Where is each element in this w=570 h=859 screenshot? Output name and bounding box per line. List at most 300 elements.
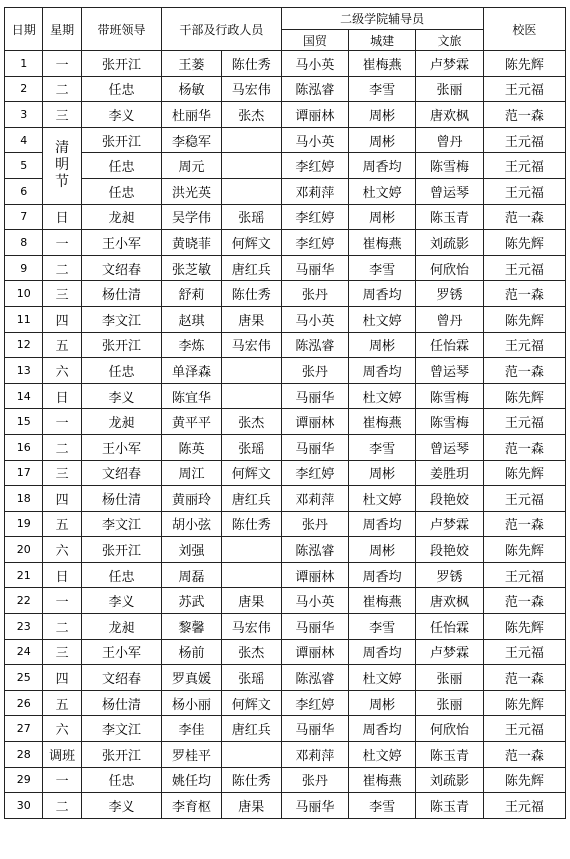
chengjian-counselor-cell: 周香均 xyxy=(349,281,416,307)
leader-cell: 任忠 xyxy=(81,767,161,793)
doctor-cell: 范一森 xyxy=(483,204,565,230)
wenlv-counselor-cell: 罗锈 xyxy=(416,562,483,588)
leader-cell: 文绍春 xyxy=(81,460,161,486)
weekday-cell: 一 xyxy=(43,767,81,793)
weekday-cell: 二 xyxy=(43,614,81,640)
wenlv-counselor-cell: 曾运琴 xyxy=(416,178,483,204)
table-row xyxy=(5,76,566,102)
staff-cell-1: 李稳军 xyxy=(162,127,222,153)
wenlv-counselor-cell: 何欣怡 xyxy=(416,716,483,742)
wenlv-counselor-cell: 刘疏影 xyxy=(416,767,483,793)
chengjian-counselor-cell: 杜文婷 xyxy=(349,178,416,204)
staff-cell-2 xyxy=(221,358,281,384)
chengjian-counselor-cell: 杜文婷 xyxy=(349,742,416,768)
table-row xyxy=(5,434,566,460)
date-cell: 20 xyxy=(5,537,43,563)
chengjian-counselor-cell: 周彬 xyxy=(349,537,416,563)
staff-cell-2 xyxy=(221,562,281,588)
table-row xyxy=(5,767,566,793)
chengjian-counselor-cell: 杜文婷 xyxy=(349,486,416,512)
leader-cell: 李文江 xyxy=(81,306,161,332)
wenlv-counselor-cell: 刘疏影 xyxy=(416,230,483,256)
staff-cell-1: 黎馨 xyxy=(162,614,222,640)
table-row xyxy=(5,460,566,486)
chengjian-counselor-cell: 周香均 xyxy=(349,358,416,384)
doctor-cell: 王元福 xyxy=(483,76,565,102)
staff-cell-2: 唐红兵 xyxy=(221,716,281,742)
staff-cell-2: 张瑶 xyxy=(221,434,281,460)
doctor-cell: 范一森 xyxy=(483,281,565,307)
weekday-cell: 六 xyxy=(43,716,81,742)
table-row xyxy=(5,537,566,563)
wenlv-counselor-cell: 姜胜玥 xyxy=(416,460,483,486)
date-cell: 30 xyxy=(5,793,43,819)
date-cell: 27 xyxy=(5,716,43,742)
wenlv-counselor-cell: 张丽 xyxy=(416,665,483,691)
weekday-cell: 四 xyxy=(43,306,81,332)
guomao-counselor-cell: 陈泓睿 xyxy=(281,76,348,102)
doctor-cell: 范一森 xyxy=(483,665,565,691)
header-guomao: 国贸 xyxy=(281,30,348,51)
table-row xyxy=(5,742,566,768)
guomao-counselor-cell: 张丹 xyxy=(281,281,348,307)
staff-cell-1: 李育枢 xyxy=(162,793,222,819)
guomao-counselor-cell: 邓莉萍 xyxy=(281,486,348,512)
leader-cell: 杨仕清 xyxy=(81,690,161,716)
wenlv-counselor-cell: 陈玉青 xyxy=(416,204,483,230)
table-row xyxy=(5,358,566,384)
wenlv-counselor-cell: 张丽 xyxy=(416,76,483,102)
weekday-cell: 三 xyxy=(43,102,81,128)
leader-cell: 王小军 xyxy=(81,639,161,665)
wenlv-counselor-cell: 曾运琴 xyxy=(416,434,483,460)
date-cell: 28 xyxy=(5,742,43,768)
header-weekday: 星期 xyxy=(43,8,81,51)
date-cell: 9 xyxy=(5,255,43,281)
leader-cell: 张开江 xyxy=(81,742,161,768)
chengjian-counselor-cell: 崔梅燕 xyxy=(349,51,416,77)
wenlv-counselor-cell: 段艳姣 xyxy=(416,486,483,512)
doctor-cell: 王元福 xyxy=(483,153,565,179)
wenlv-counselor-cell: 曾丹 xyxy=(416,127,483,153)
table-row xyxy=(5,178,566,204)
weekday-cell: 日 xyxy=(43,204,81,230)
staff-cell-2: 张杰 xyxy=(221,639,281,665)
table-row xyxy=(5,639,566,665)
date-cell: 18 xyxy=(5,486,43,512)
staff-cell-2: 马宏伟 xyxy=(221,614,281,640)
guomao-counselor-cell: 李红婷 xyxy=(281,204,348,230)
weekday-cell: 一 xyxy=(43,230,81,256)
staff-cell-1: 刘强 xyxy=(162,537,222,563)
chengjian-counselor-cell: 周彬 xyxy=(349,102,416,128)
staff-cell-2: 张杰 xyxy=(221,409,281,435)
wenlv-counselor-cell: 陈雪梅 xyxy=(416,153,483,179)
chengjian-counselor-cell: 周香均 xyxy=(349,639,416,665)
chengjian-counselor-cell: 杜文婷 xyxy=(349,383,416,409)
table-row xyxy=(5,51,566,77)
leader-cell: 任忠 xyxy=(81,76,161,102)
staff-cell-2 xyxy=(221,383,281,409)
guomao-counselor-cell: 马丽华 xyxy=(281,383,348,409)
wenlv-counselor-cell: 张丽 xyxy=(416,690,483,716)
doctor-cell: 陈先辉 xyxy=(483,460,565,486)
weekday-cell: 五 xyxy=(43,511,81,537)
staff-cell-1: 李佳 xyxy=(162,716,222,742)
staff-cell-2: 陈仕秀 xyxy=(221,511,281,537)
guomao-counselor-cell: 马丽华 xyxy=(281,614,348,640)
table-row xyxy=(5,281,566,307)
table-row xyxy=(5,306,566,332)
date-cell: 26 xyxy=(5,690,43,716)
table-body xyxy=(5,51,566,819)
table-row xyxy=(5,562,566,588)
doctor-cell: 王元福 xyxy=(483,127,565,153)
staff-cell-2: 张瑶 xyxy=(221,204,281,230)
chengjian-counselor-cell: 周香均 xyxy=(349,153,416,179)
doctor-cell: 范一森 xyxy=(483,102,565,128)
date-cell: 25 xyxy=(5,665,43,691)
chengjian-counselor-cell: 周彬 xyxy=(349,460,416,486)
wenlv-counselor-cell: 段艳姣 xyxy=(416,537,483,563)
staff-cell-2: 唐果 xyxy=(221,793,281,819)
leader-cell: 张开江 xyxy=(81,332,161,358)
table-row xyxy=(5,204,566,230)
date-cell: 6 xyxy=(5,178,43,204)
staff-cell-2 xyxy=(221,742,281,768)
doctor-cell: 陈先辉 xyxy=(483,767,565,793)
date-cell: 24 xyxy=(5,639,43,665)
doctor-cell: 陈先辉 xyxy=(483,51,565,77)
wenlv-counselor-cell: 卢梦霖 xyxy=(416,511,483,537)
date-cell: 1 xyxy=(5,51,43,77)
weekday-cell: 二 xyxy=(43,76,81,102)
staff-cell-2: 唐红兵 xyxy=(221,486,281,512)
staff-cell-1: 黄平平 xyxy=(162,409,222,435)
staff-cell-2 xyxy=(221,153,281,179)
table-row xyxy=(5,588,566,614)
date-cell: 8 xyxy=(5,230,43,256)
date-cell: 13 xyxy=(5,358,43,384)
staff-cell-1: 舒莉 xyxy=(162,281,222,307)
staff-cell-1: 周磊 xyxy=(162,562,222,588)
guomao-counselor-cell: 马丽华 xyxy=(281,793,348,819)
chengjian-counselor-cell: 周香均 xyxy=(349,511,416,537)
wenlv-counselor-cell: 曾运琴 xyxy=(416,358,483,384)
date-cell: 23 xyxy=(5,614,43,640)
weekday-cell: 四 xyxy=(43,486,81,512)
wenlv-counselor-cell: 陈玉青 xyxy=(416,742,483,768)
chengjian-counselor-cell: 周香均 xyxy=(349,562,416,588)
table-row xyxy=(5,230,566,256)
duty-schedule-table xyxy=(4,7,566,819)
staff-cell-1: 洪光英 xyxy=(162,178,222,204)
leader-cell: 李义 xyxy=(81,793,161,819)
date-cell: 16 xyxy=(5,434,43,460)
weekday-cell: 日 xyxy=(43,562,81,588)
staff-cell-1: 姚任均 xyxy=(162,767,222,793)
guomao-counselor-cell: 谭丽林 xyxy=(281,409,348,435)
guomao-counselor-cell: 马丽华 xyxy=(281,716,348,742)
date-cell: 14 xyxy=(5,383,43,409)
header-staff: 干部及行政人员 xyxy=(162,8,282,51)
staff-cell-2: 何辉文 xyxy=(221,460,281,486)
staff-cell-1: 杨敏 xyxy=(162,76,222,102)
wenlv-counselor-cell: 唐欢枫 xyxy=(416,102,483,128)
staff-cell-1: 周元 xyxy=(162,153,222,179)
table-row xyxy=(5,793,566,819)
leader-cell: 文绍春 xyxy=(81,255,161,281)
weekday-cell: 二 xyxy=(43,793,81,819)
date-cell: 12 xyxy=(5,332,43,358)
guomao-counselor-cell: 谭丽林 xyxy=(281,639,348,665)
header-leader: 带班领导 xyxy=(81,8,161,51)
weekday-cell: 四 xyxy=(43,665,81,691)
leader-cell: 张开江 xyxy=(81,51,161,77)
guomao-counselor-cell: 马小英 xyxy=(281,127,348,153)
header-wenlv: 文旅 xyxy=(416,30,483,51)
guomao-counselor-cell: 邓莉萍 xyxy=(281,178,348,204)
leader-cell: 文绍春 xyxy=(81,665,161,691)
date-cell: 11 xyxy=(5,306,43,332)
staff-cell-2: 何辉文 xyxy=(221,230,281,256)
guomao-counselor-cell: 陈泓睿 xyxy=(281,537,348,563)
doctor-cell: 王元福 xyxy=(483,793,565,819)
doctor-cell: 范一森 xyxy=(483,588,565,614)
doctor-cell: 王元福 xyxy=(483,639,565,665)
table-row xyxy=(5,665,566,691)
chengjian-counselor-cell: 崔梅燕 xyxy=(349,588,416,614)
header-counselor-group: 二级学院辅导员 xyxy=(281,8,483,30)
doctor-cell: 范一森 xyxy=(483,434,565,460)
header-chengjian: 城建 xyxy=(349,30,416,51)
doctor-cell: 王元福 xyxy=(483,486,565,512)
guomao-counselor-cell: 李红婷 xyxy=(281,690,348,716)
chengjian-counselor-cell: 李雪 xyxy=(349,255,416,281)
staff-cell-2: 陈仕秀 xyxy=(221,281,281,307)
date-cell: 15 xyxy=(5,409,43,435)
staff-cell-2 xyxy=(221,127,281,153)
wenlv-counselor-cell: 任怡霖 xyxy=(416,614,483,640)
staff-cell-1: 吴学伟 xyxy=(162,204,222,230)
guomao-counselor-cell: 马小英 xyxy=(281,306,348,332)
guomao-counselor-cell: 张丹 xyxy=(281,511,348,537)
staff-cell-2: 唐红兵 xyxy=(221,255,281,281)
leader-cell: 任忠 xyxy=(81,358,161,384)
table-row xyxy=(5,102,566,128)
leader-cell: 李义 xyxy=(81,102,161,128)
guomao-counselor-cell: 谭丽林 xyxy=(281,102,348,128)
chengjian-counselor-cell: 周彬 xyxy=(349,690,416,716)
leader-cell: 龙昶 xyxy=(81,409,161,435)
table-header xyxy=(5,8,566,51)
staff-cell-1: 杨小丽 xyxy=(162,690,222,716)
staff-cell-2: 唐果 xyxy=(221,588,281,614)
weekday-cell: 五 xyxy=(43,332,81,358)
wenlv-counselor-cell: 陈雪梅 xyxy=(416,409,483,435)
table-row xyxy=(5,153,566,179)
staff-cell-2: 唐果 xyxy=(221,306,281,332)
date-cell: 22 xyxy=(5,588,43,614)
guomao-counselor-cell: 陈泓睿 xyxy=(281,332,348,358)
date-cell: 29 xyxy=(5,767,43,793)
doctor-cell: 王元福 xyxy=(483,409,565,435)
holiday-weekday-cell: 清 明 节 xyxy=(43,127,81,204)
chengjian-counselor-cell: 李雪 xyxy=(349,614,416,640)
guomao-counselor-cell: 李红婷 xyxy=(281,153,348,179)
header-date: 日期 xyxy=(5,8,43,51)
leader-cell: 龙昶 xyxy=(81,204,161,230)
weekday-cell: 三 xyxy=(43,639,81,665)
doctor-cell: 王元福 xyxy=(483,255,565,281)
staff-cell-2 xyxy=(221,537,281,563)
date-cell: 2 xyxy=(5,76,43,102)
date-cell: 3 xyxy=(5,102,43,128)
table-row xyxy=(5,614,566,640)
table-row xyxy=(5,511,566,537)
staff-cell-2: 马宏伟 xyxy=(221,76,281,102)
staff-cell-1: 张芝敏 xyxy=(162,255,222,281)
staff-cell-1: 李炼 xyxy=(162,332,222,358)
date-cell: 17 xyxy=(5,460,43,486)
chengjian-counselor-cell: 崔梅燕 xyxy=(349,767,416,793)
leader-cell: 李文江 xyxy=(81,716,161,742)
doctor-cell: 陈先辉 xyxy=(483,230,565,256)
doctor-cell: 陈先辉 xyxy=(483,383,565,409)
doctor-cell: 陈先辉 xyxy=(483,306,565,332)
table-row xyxy=(5,255,566,281)
weekday-cell: 五 xyxy=(43,690,81,716)
date-cell: 7 xyxy=(5,204,43,230)
wenlv-counselor-cell: 卢梦霖 xyxy=(416,51,483,77)
staff-cell-2 xyxy=(221,178,281,204)
chengjian-counselor-cell: 李雪 xyxy=(349,434,416,460)
date-cell: 19 xyxy=(5,511,43,537)
leader-cell: 任忠 xyxy=(81,562,161,588)
wenlv-counselor-cell: 罗锈 xyxy=(416,281,483,307)
guomao-counselor-cell: 邓莉萍 xyxy=(281,742,348,768)
table-row xyxy=(5,486,566,512)
doctor-cell: 王元福 xyxy=(483,562,565,588)
chengjian-counselor-cell: 崔梅燕 xyxy=(349,230,416,256)
guomao-counselor-cell: 张丹 xyxy=(281,767,348,793)
guomao-counselor-cell: 陈泓睿 xyxy=(281,665,348,691)
wenlv-counselor-cell: 唐欢枫 xyxy=(416,588,483,614)
chengjian-counselor-cell: 周彬 xyxy=(349,204,416,230)
staff-cell-1: 苏武 xyxy=(162,588,222,614)
staff-cell-1: 罗真媛 xyxy=(162,665,222,691)
chengjian-counselor-cell: 李雪 xyxy=(349,793,416,819)
staff-cell-2: 张瑶 xyxy=(221,665,281,691)
wenlv-counselor-cell: 陈玉青 xyxy=(416,793,483,819)
table-row xyxy=(5,383,566,409)
weekday-cell: 一 xyxy=(43,588,81,614)
leader-cell: 张开江 xyxy=(81,537,161,563)
guomao-counselor-cell: 马丽华 xyxy=(281,255,348,281)
date-cell: 21 xyxy=(5,562,43,588)
wenlv-counselor-cell: 任怡霖 xyxy=(416,332,483,358)
doctor-cell: 范一森 xyxy=(483,511,565,537)
doctor-cell: 范一森 xyxy=(483,358,565,384)
leader-cell: 王小军 xyxy=(81,230,161,256)
weekday-cell: 一 xyxy=(43,409,81,435)
weekday-cell: 二 xyxy=(43,434,81,460)
leader-cell: 李文江 xyxy=(81,511,161,537)
weekday-cell: 一 xyxy=(43,51,81,77)
chengjian-counselor-cell: 杜文婷 xyxy=(349,306,416,332)
weekday-cell: 三 xyxy=(43,460,81,486)
date-cell: 4 xyxy=(5,127,43,153)
leader-cell: 张开江 xyxy=(81,127,161,153)
staff-cell-2: 何辉文 xyxy=(221,690,281,716)
wenlv-counselor-cell: 何欣怡 xyxy=(416,255,483,281)
staff-cell-1: 单泽森 xyxy=(162,358,222,384)
guomao-counselor-cell: 马小英 xyxy=(281,588,348,614)
leader-cell: 杨仕清 xyxy=(81,281,161,307)
guomao-counselor-cell: 李红婷 xyxy=(281,230,348,256)
doctor-cell: 陈先辉 xyxy=(483,614,565,640)
wenlv-counselor-cell: 陈雪梅 xyxy=(416,383,483,409)
weekday-cell: 二 xyxy=(43,255,81,281)
guomao-counselor-cell: 李红婷 xyxy=(281,460,348,486)
staff-cell-1: 杜丽华 xyxy=(162,102,222,128)
table-row xyxy=(5,127,566,153)
chengjian-counselor-cell: 周彬 xyxy=(349,332,416,358)
doctor-cell: 王元福 xyxy=(483,716,565,742)
header-doctor: 校医 xyxy=(483,8,565,51)
staff-cell-1: 罗桂平 xyxy=(162,742,222,768)
guomao-counselor-cell: 张丹 xyxy=(281,358,348,384)
guomao-counselor-cell: 马小英 xyxy=(281,51,348,77)
staff-cell-2: 陈仕秀 xyxy=(221,767,281,793)
leader-cell: 龙昶 xyxy=(81,614,161,640)
header-row-top xyxy=(5,8,566,30)
staff-cell-1: 周江 xyxy=(162,460,222,486)
staff-cell-1: 陈宜华 xyxy=(162,383,222,409)
chengjian-counselor-cell: 杜文婷 xyxy=(349,665,416,691)
staff-cell-1: 王蒌 xyxy=(162,51,222,77)
weekday-cell: 调班 xyxy=(43,742,81,768)
staff-cell-2: 陈仕秀 xyxy=(221,51,281,77)
leader-cell: 李义 xyxy=(81,588,161,614)
doctor-cell: 范一森 xyxy=(483,742,565,768)
guomao-counselor-cell: 马丽华 xyxy=(281,434,348,460)
doctor-cell: 王元福 xyxy=(483,178,565,204)
weekday-cell: 三 xyxy=(43,281,81,307)
date-cell: 10 xyxy=(5,281,43,307)
table-row xyxy=(5,409,566,435)
staff-cell-1: 杨前 xyxy=(162,639,222,665)
weekday-cell: 六 xyxy=(43,358,81,384)
staff-cell-2: 张杰 xyxy=(221,102,281,128)
duty-schedule-sheet xyxy=(4,7,566,852)
chengjian-counselor-cell: 李雪 xyxy=(349,76,416,102)
wenlv-counselor-cell: 卢梦霖 xyxy=(416,639,483,665)
chengjian-counselor-cell: 周彬 xyxy=(349,127,416,153)
chengjian-counselor-cell: 周香均 xyxy=(349,716,416,742)
staff-cell-1: 黄丽玲 xyxy=(162,486,222,512)
leader-cell: 王小军 xyxy=(81,434,161,460)
doctor-cell: 陈先辉 xyxy=(483,537,565,563)
weekday-cell: 日 xyxy=(43,383,81,409)
table-row xyxy=(5,690,566,716)
staff-cell-2: 马宏伟 xyxy=(221,332,281,358)
leader-cell: 任忠 xyxy=(81,153,161,179)
doctor-cell: 陈先辉 xyxy=(483,690,565,716)
table-row xyxy=(5,716,566,742)
guomao-counselor-cell: 谭丽林 xyxy=(281,562,348,588)
wenlv-counselor-cell: 曾丹 xyxy=(416,306,483,332)
